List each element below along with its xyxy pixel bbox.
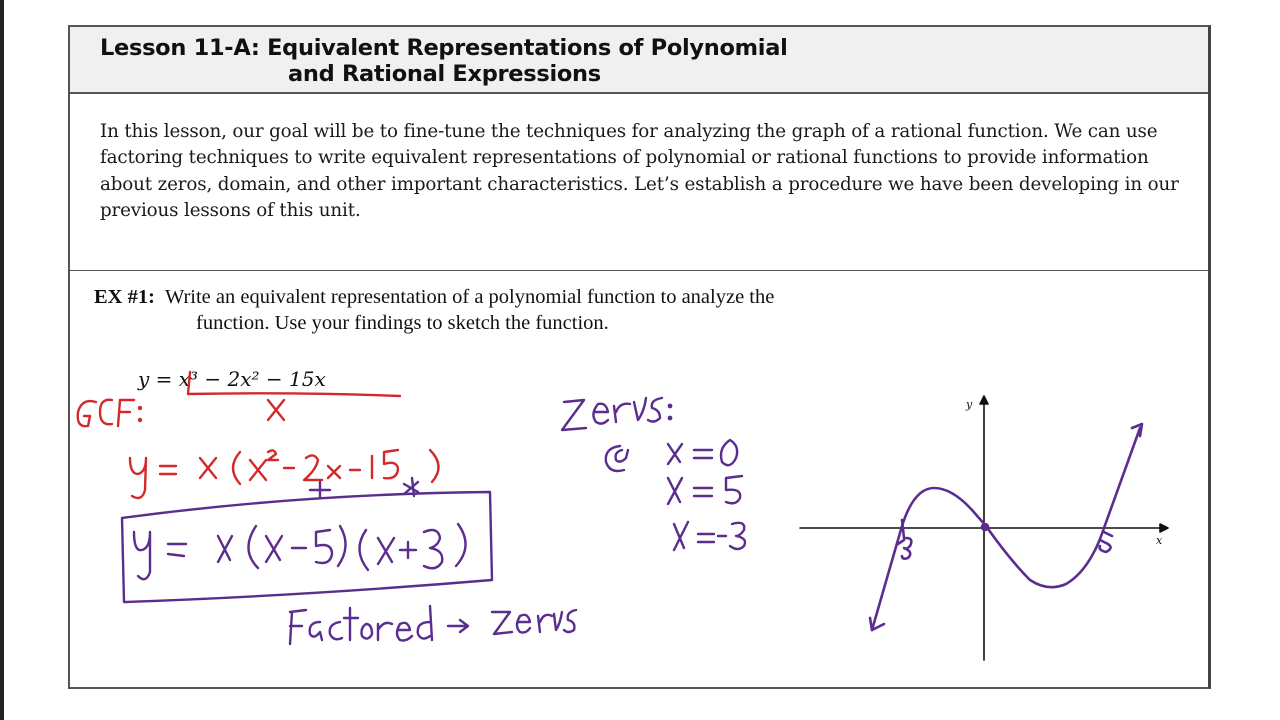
cubic-curve xyxy=(870,424,1142,630)
step1-paren-close xyxy=(430,450,439,482)
zeros-r xyxy=(614,404,630,422)
zero1-equals xyxy=(694,450,712,458)
example-label: EX #1: xyxy=(94,286,155,308)
example-line-2: function. Use your findings to sketch the function. xyxy=(196,312,609,334)
title-line-1: Lesson 11-A: Equivalent Representations of Polynomial xyxy=(100,35,788,61)
note-o xyxy=(362,624,373,639)
zeros-s xyxy=(648,398,662,422)
zeros-e xyxy=(593,404,608,424)
gcf-letter-f xyxy=(118,400,134,426)
red-annotations xyxy=(78,372,439,498)
note-r xyxy=(378,623,392,640)
gcf-letter-g xyxy=(78,401,96,426)
final-3 xyxy=(424,530,442,568)
origin-dot xyxy=(982,524,988,530)
step1-2 xyxy=(304,455,322,480)
gcf-underline xyxy=(188,372,400,396)
zeros-o xyxy=(634,398,646,420)
zero1-0 xyxy=(721,440,737,465)
given-equation: y = x³ − 2x² − 15x xyxy=(138,367,326,391)
note-t xyxy=(344,608,358,640)
zeros-at xyxy=(606,446,628,471)
final-x2 xyxy=(266,536,282,562)
step1-5 xyxy=(384,450,398,478)
note-e2 xyxy=(517,615,530,633)
final-paren2 xyxy=(359,530,368,570)
zero3-x xyxy=(674,522,688,550)
zeros-z xyxy=(562,400,586,430)
factored-box xyxy=(122,492,492,602)
final-x xyxy=(218,536,232,562)
title-line-2: and Rational Expressions xyxy=(288,61,601,87)
zero2-equals xyxy=(694,488,712,496)
zero3-equals xyxy=(698,534,714,542)
final-5 xyxy=(316,530,332,563)
final-x3 xyxy=(378,538,394,564)
note-o2 xyxy=(554,612,562,630)
step1-x3 xyxy=(328,466,340,478)
note-d xyxy=(418,606,432,640)
zero1-x xyxy=(668,444,682,464)
y-axis-arrow xyxy=(980,396,988,404)
step1-x xyxy=(200,458,216,478)
final-y xyxy=(134,532,150,579)
note-c xyxy=(330,622,342,639)
left-arrowhead xyxy=(870,618,884,630)
note-arrow xyxy=(448,620,468,632)
label-neg3 xyxy=(898,538,911,559)
graph-x-label: x xyxy=(1156,534,1163,547)
graph-y-label: y xyxy=(966,398,973,411)
step1-equals xyxy=(160,466,176,474)
final-equals xyxy=(168,544,186,556)
zero3-3 xyxy=(730,523,745,549)
zero2-5 xyxy=(726,476,742,503)
final-paren2-close xyxy=(456,524,466,566)
x-axis-arrow xyxy=(1160,524,1168,532)
note-z xyxy=(492,612,512,634)
step1-x2 xyxy=(250,460,266,480)
graph xyxy=(800,396,1168,660)
step1-exp2 xyxy=(268,450,278,460)
zero2-x xyxy=(668,478,682,504)
lesson-intro: In this lesson, our goal will be to fine-tune the techniques for analyzing the graph of a rational function. We can use factoring techniques to write equivalent representations of polynomial or rational functions to provide information about zeros, domain, and other important characteristics. Let’s establish a procedure we have been developing in our previous lessons of this unit. xyxy=(100,121,1179,222)
step1-paren-open xyxy=(233,452,240,484)
gcf-letter-c xyxy=(100,400,112,425)
note-r2 xyxy=(538,615,552,632)
final-plus xyxy=(400,542,416,558)
note-a xyxy=(310,622,322,640)
purple-annotations xyxy=(122,398,745,644)
final-paren1 xyxy=(248,526,258,568)
note-e xyxy=(397,623,412,641)
gcf-x xyxy=(268,400,284,420)
plus-mark xyxy=(310,482,330,498)
example-line-1: Write an equivalent representation of a polynomial function to analyze the xyxy=(164,286,775,308)
note-s xyxy=(564,610,576,632)
step1-y xyxy=(130,458,146,498)
final-paren1-close xyxy=(338,526,346,566)
note-F xyxy=(290,610,306,644)
